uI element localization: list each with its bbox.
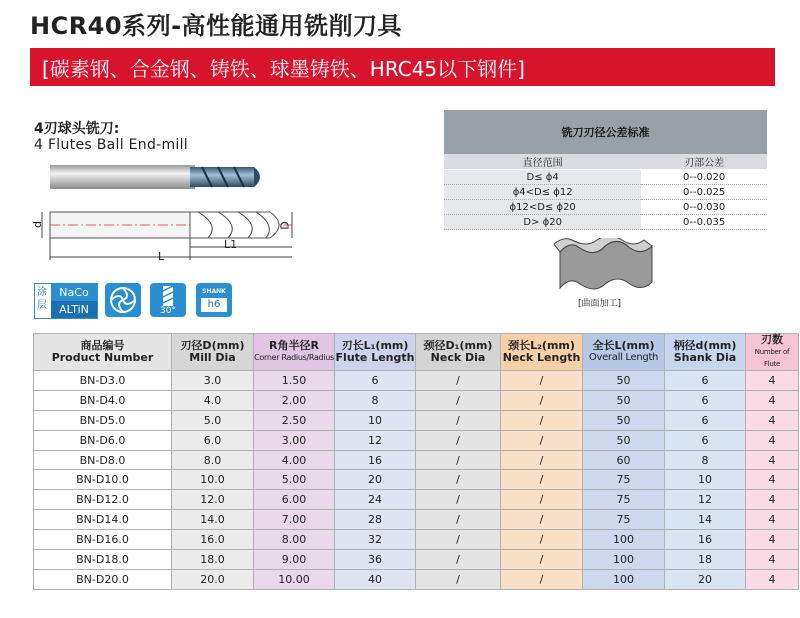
table-cell: 6 [665, 371, 746, 391]
tolerance-cell: D≤ ϕ4 [444, 170, 641, 185]
table-row [34, 390, 799, 410]
table-cell: 4 [746, 470, 799, 490]
table-cell: / [416, 470, 501, 490]
product-name-cn: 4刃球头铣刀: [34, 121, 120, 137]
table-cell: / [416, 569, 501, 589]
table-cell: 6 [665, 430, 746, 450]
table-cell: 12 [335, 430, 416, 450]
table-cell: / [501, 490, 583, 510]
table-cell: 8.0 [172, 450, 254, 470]
spec-table [33, 333, 799, 590]
table-cell: / [416, 390, 501, 410]
col-header-neck-dia: 颈径D₁(mm) Neck Dia [416, 334, 501, 371]
tool-illustration [30, 150, 310, 270]
table-cell: 75 [583, 470, 665, 490]
table-cell: 10 [665, 470, 746, 490]
col-header-neck-length: 颈长L₂(mm) Neck Length [501, 334, 583, 371]
table-row [34, 371, 799, 391]
coating-cn: 涂层 [37, 287, 47, 311]
table-row [34, 410, 799, 430]
table-cell: 8 [335, 390, 416, 410]
tolerance-cell: 0--0.030 [641, 200, 767, 215]
tolerance-table [444, 110, 767, 230]
table-cell: / [501, 390, 583, 410]
col-header-mill-dia: 刃径D(mm) Mill Dia [172, 334, 254, 371]
table-cell: / [416, 450, 501, 470]
table-cell: 8.00 [254, 530, 335, 550]
flute-count-icon [105, 283, 141, 317]
table-cell: 60 [583, 450, 665, 470]
table-cell: 16 [665, 530, 746, 550]
col-header-overall-length: 全长L(mm) Overall Length [583, 334, 665, 371]
helix-angle-label: 30° [160, 306, 176, 316]
table-cell: / [416, 510, 501, 530]
table-cell: 75 [583, 490, 665, 510]
col-header-product-number: 商品编号 Product Number [34, 334, 172, 371]
table-cell: 3.00 [254, 430, 335, 450]
table-cell: 4 [746, 371, 799, 391]
table-cell: 12 [665, 490, 746, 510]
table-cell: 10 [335, 410, 416, 430]
table-cell: / [501, 450, 583, 470]
table-row [34, 550, 799, 570]
tolerance-cell: ϕ12<D≤ ϕ20 [444, 200, 641, 215]
shank-label: SHANK [202, 288, 226, 295]
table-row [34, 530, 799, 550]
table-cell: BN-D6.0 [34, 430, 172, 450]
coating-altin: ALTiN [51, 301, 97, 318]
table-cell: 1.50 [254, 371, 335, 391]
table-cell: BN-D3.0 [34, 371, 172, 391]
dim-d: d [30, 221, 44, 228]
table-cell: 4 [746, 410, 799, 430]
table-cell: / [501, 430, 583, 450]
table-cell: 2.50 [254, 410, 335, 430]
table-cell: 50 [583, 371, 665, 391]
table-cell: 4 [746, 530, 799, 550]
table-cell: 28 [335, 510, 416, 530]
table-cell: BN-D5.0 [34, 410, 172, 430]
table-cell: 5.0 [172, 410, 254, 430]
table-cell: BN-D10.0 [34, 470, 172, 490]
tolerance-cell: D> ϕ20 [444, 215, 641, 230]
table-cell: 3.0 [172, 371, 254, 391]
table-cell: 7.00 [254, 510, 335, 530]
table-cell: 36 [335, 550, 416, 570]
table-cell: 4 [746, 450, 799, 470]
page-title: HCR40系列-高性能通用铣削刀具 [30, 12, 403, 40]
product-name-en: 4 Flutes Ball End-mill [34, 137, 188, 153]
table-cell: 50 [583, 410, 665, 430]
table-cell: / [501, 550, 583, 570]
table-cell: 6 [665, 390, 746, 410]
table-cell: BN-D16.0 [34, 530, 172, 550]
table-cell: 4 [746, 550, 799, 570]
table-cell: 75 [583, 510, 665, 530]
materials-banner [30, 48, 775, 86]
table-cell: 4 [746, 390, 799, 410]
table-cell: 9.00 [254, 550, 335, 570]
table-cell: 5.00 [254, 470, 335, 490]
tool-shank [50, 165, 195, 189]
tolerance-cell: 0--0.035 [641, 215, 767, 230]
dim-D: D [278, 221, 292, 230]
table-cell: 10.0 [172, 470, 254, 490]
tolerance-cell: ϕ4<D≤ ϕ12 [444, 185, 641, 200]
table-cell: BN-D14.0 [34, 510, 172, 530]
table-cell: BN-D4.0 [34, 390, 172, 410]
table-cell: / [416, 371, 501, 391]
table-cell: / [501, 470, 583, 490]
table-cell: / [501, 510, 583, 530]
table-cell: 12.0 [172, 490, 254, 510]
table-row [34, 450, 799, 470]
table-cell: 20.0 [172, 569, 254, 589]
table-cell: 100 [583, 550, 665, 570]
table-row [34, 490, 799, 510]
col-header-flute-length: 刃长L₁(mm) Flute Length [335, 334, 416, 371]
table-cell: 14.0 [172, 510, 254, 530]
table-cell: 18.0 [172, 550, 254, 570]
table-cell: / [501, 371, 583, 391]
table-cell: 6 [665, 410, 746, 430]
table-cell: 4.0 [172, 390, 254, 410]
table-cell: 40 [335, 569, 416, 589]
shank-h6: h6 [201, 298, 227, 312]
table-cell: 50 [583, 430, 665, 450]
curved-surface-illustration [550, 238, 660, 294]
table-cell: 100 [583, 530, 665, 550]
col-header-radius: R角半径R Corner Radius/Radius [254, 334, 335, 371]
table-cell: BN-D20.0 [34, 569, 172, 589]
tolerance-title: 铣刀刃径公差标准 [444, 110, 767, 154]
table-row [34, 510, 799, 530]
table-cell: 6.00 [254, 490, 335, 510]
table-row [34, 470, 799, 490]
table-cell: 4 [746, 490, 799, 510]
table-cell: 18 [665, 550, 746, 570]
table-cell: 8 [665, 450, 746, 470]
table-cell: / [416, 410, 501, 430]
tolerance-header: 直径范围 [444, 154, 641, 170]
table-cell: 4 [746, 430, 799, 450]
table-cell: 10.00 [254, 569, 335, 589]
tolerance-cell: 0--0.025 [641, 185, 767, 200]
table-cell: 4 [746, 569, 799, 589]
col-header-shank-dia: 柄径d(mm) Shank Dia [665, 334, 746, 371]
spec-table-body [34, 371, 799, 590]
table-cell: 6.0 [172, 430, 254, 450]
table-cell: BN-D18.0 [34, 550, 172, 570]
table-cell: 6 [335, 371, 416, 391]
table-cell: 4.00 [254, 450, 335, 470]
table-cell: 50 [583, 390, 665, 410]
table-row [34, 430, 799, 450]
table-cell: / [416, 490, 501, 510]
tolerance-header: 刃部公差 [641, 154, 767, 170]
tolerance-cell: 0--0.020 [641, 170, 767, 185]
table-cell: 20 [335, 470, 416, 490]
coating-naco: NaCo [51, 284, 97, 301]
table-cell: 16 [335, 450, 416, 470]
shank-tolerance-icon [196, 283, 232, 317]
table-cell: 2.00 [254, 390, 335, 410]
table-cell: BN-D12.0 [34, 490, 172, 510]
table-cell: 32 [335, 530, 416, 550]
coating-badge [34, 283, 98, 319]
table-cell: / [501, 410, 583, 430]
col-header-flute-count: 刃数 Number of Flute [746, 334, 799, 371]
helix-angle-icon [150, 283, 186, 317]
dim-L1: L1 [224, 238, 238, 251]
table-cell: / [416, 430, 501, 450]
table-cell: / [501, 569, 583, 589]
table-cell: 4 [746, 510, 799, 530]
curved-surface-caption: [曲面加工] [578, 299, 622, 309]
table-cell: BN-D8.0 [34, 450, 172, 470]
table-cell: / [416, 550, 501, 570]
table-cell: 100 [583, 569, 665, 589]
table-cell: / [416, 530, 501, 550]
table-cell: / [501, 530, 583, 550]
table-cell: 24 [335, 490, 416, 510]
table-cell: 14 [665, 510, 746, 530]
table-cell: 16.0 [172, 530, 254, 550]
table-row [34, 569, 799, 589]
materials-text: [碳素钢、合金钢、铸铁、球墨铸铁、HRC45以下钢件] [42, 57, 525, 81]
table-cell: 20 [665, 569, 746, 589]
dim-L: L [158, 250, 165, 263]
